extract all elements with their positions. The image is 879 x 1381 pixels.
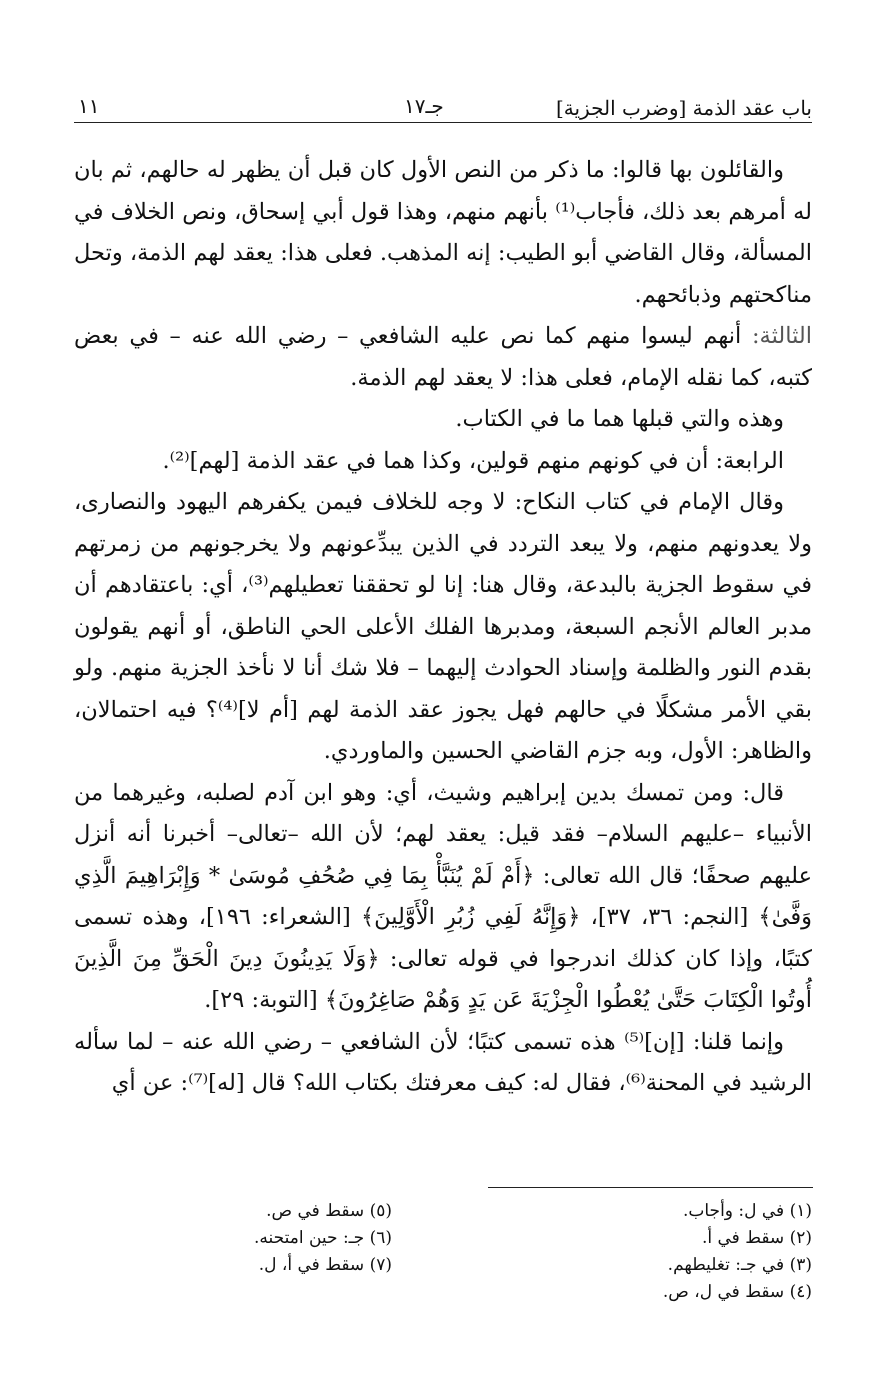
paragraph-2 — [74, 316, 812, 399]
footnote-7: (٧) سقط في أ، ل. — [258, 1255, 392, 1275]
footnote-5: (٥) سقط في ص. — [266, 1201, 392, 1221]
paragraph-7: وإنما قلنا: [إن]⁽⁵⁾ هذه تسمى كتبًا؛ لأن الشافعي – رضي الله عنه – لما سأله الرشيد في المحنة⁽⁶⁾، فقال له: كيف معرفتك بكتاب الله؟ قال [له]⁽⁷⁾: عن أي — [74, 1028, 812, 1096]
paragraph-6: قال: ومن تمسك بدين إبراهيم وشيث، أي: وهو ابن آدم لصلبه، وغيرهما من الأنبياء –عليهم السلام– فقد قيل: يعقد لهم؛ لأن الله –تعالى– أخبرنا أنه أنزل عليهم صحفًا؛ قال الله تعالى: ﴿أَمْ لَمْ يُنَبَّأْ بِمَا فِي صُحُفِ مُوسَىٰ * وَإِبْرَاهِيمَ الَّذِي وَفَّىٰ﴾ [النجم: ٣٦، ٣٧]، ﴿وَإِنَّهُ لَفِي زُبُرِ الْأَوَّلِينَ﴾ [الشعراء: ١٩٦]، وهذه تسمى كتبًا، وإذا كان كذلك اندرجوا في قوله تعالى: ﴿وَلَا يَدِينُونَ دِينَ الْحَقِّ مِنَ الَّذِينَ أُوتُوا الْكِتَابَ حَتَّىٰ يُعْطُوا الْجِزْيَةَ عَن يَدٍ وَهُمْ صَاغِرُونَ﴾ [التوبة: ٢٩]. — [74, 779, 812, 1013]
footnote-3: (٣) في جـ: تغليطهم. — [667, 1255, 812, 1275]
paragraph-1: والقائلون بها قالوا: ما ذكر من النص الأول كان قبل أن يظهر له حالهم، ثم بان له أمرهم بعد ذلك، فأجاب⁽¹⁾ بأنهم منهم، وهذا قول أبي إسحاق، ونص الخلاف في المسألة، وقال القاضي أبو الطيب: إنه المذهب. فعلى هذا: يعقد لهم الذمة، وتحل مناكحتهم وذبائحهم. — [74, 157, 812, 308]
paragraph-3: وهذه والتي قبلها هما ما في الكتاب. — [455, 406, 784, 432]
footnote-separator — [488, 1187, 813, 1188]
third-view-label: الثالثة: — [751, 323, 813, 349]
footnote-4: (٤) سقط في ل، ص. — [662, 1282, 812, 1302]
footnotes-column-left — [92, 1198, 392, 1279]
footnote-1: (١) في ل: وأجاب. — [682, 1201, 812, 1221]
chapter-title: باب عقد الذمة [وضرب الجزية] — [555, 96, 812, 120]
footnotes-column-right — [482, 1198, 812, 1306]
footnote-6: (٦) جـ: حين امتحنه. — [253, 1228, 392, 1248]
page-number: ١١ — [78, 94, 100, 118]
running-header — [74, 80, 812, 123]
paragraph-4: الرابعة: أن في كونهم منهم قولين، وكذا هما في عقد الذمة [لهم]⁽²⁾. — [162, 447, 784, 474]
volume-label: جـ١٧ — [404, 94, 444, 118]
paragraph-2-text: أنهم ليسوا منهم كما نص عليه الشافعي – رضي الله عنه – في بعض كتبه، كما نقله الإمام، فعلى هذا: لا يعقد لهم الذمة. — [74, 323, 812, 391]
paragraph-5: وقال الإمام في كتاب النكاح: لا وجه للخلاف فيمن يكفرهم اليهود والنصارى، ولا يعدونهم منهم، ولا يبعد التردد في الذين يبدِّعونهم ولا يخرجونهم من زمرتهم في سقوط الجزية بالبدعة، وقال هنا: إنا لو تحققنا تعطيلهم⁽³⁾، أي: باعتقادهم أن مدبر العالم الأنجم السبعة، ومدبرها الفلك الأعلى الحي الناطق، أو أنهم يقولون بقدم النور والظلمة وإسناد الحوادث إليهما – فلا شك أنا لا نأخذ الجزية منهم. ولو بقي الأمر مشكلًا في حالهم فهل يجوز عقد الذمة لهم [أم لا]⁽⁴⁾؟ فيه احتمالان، والظاهر: الأول، وبه جزم القاضي الحسين والماوردي. — [74, 489, 812, 764]
footnote-2: (٢) سقط في أ. — [701, 1228, 812, 1248]
main-text — [74, 150, 812, 1105]
